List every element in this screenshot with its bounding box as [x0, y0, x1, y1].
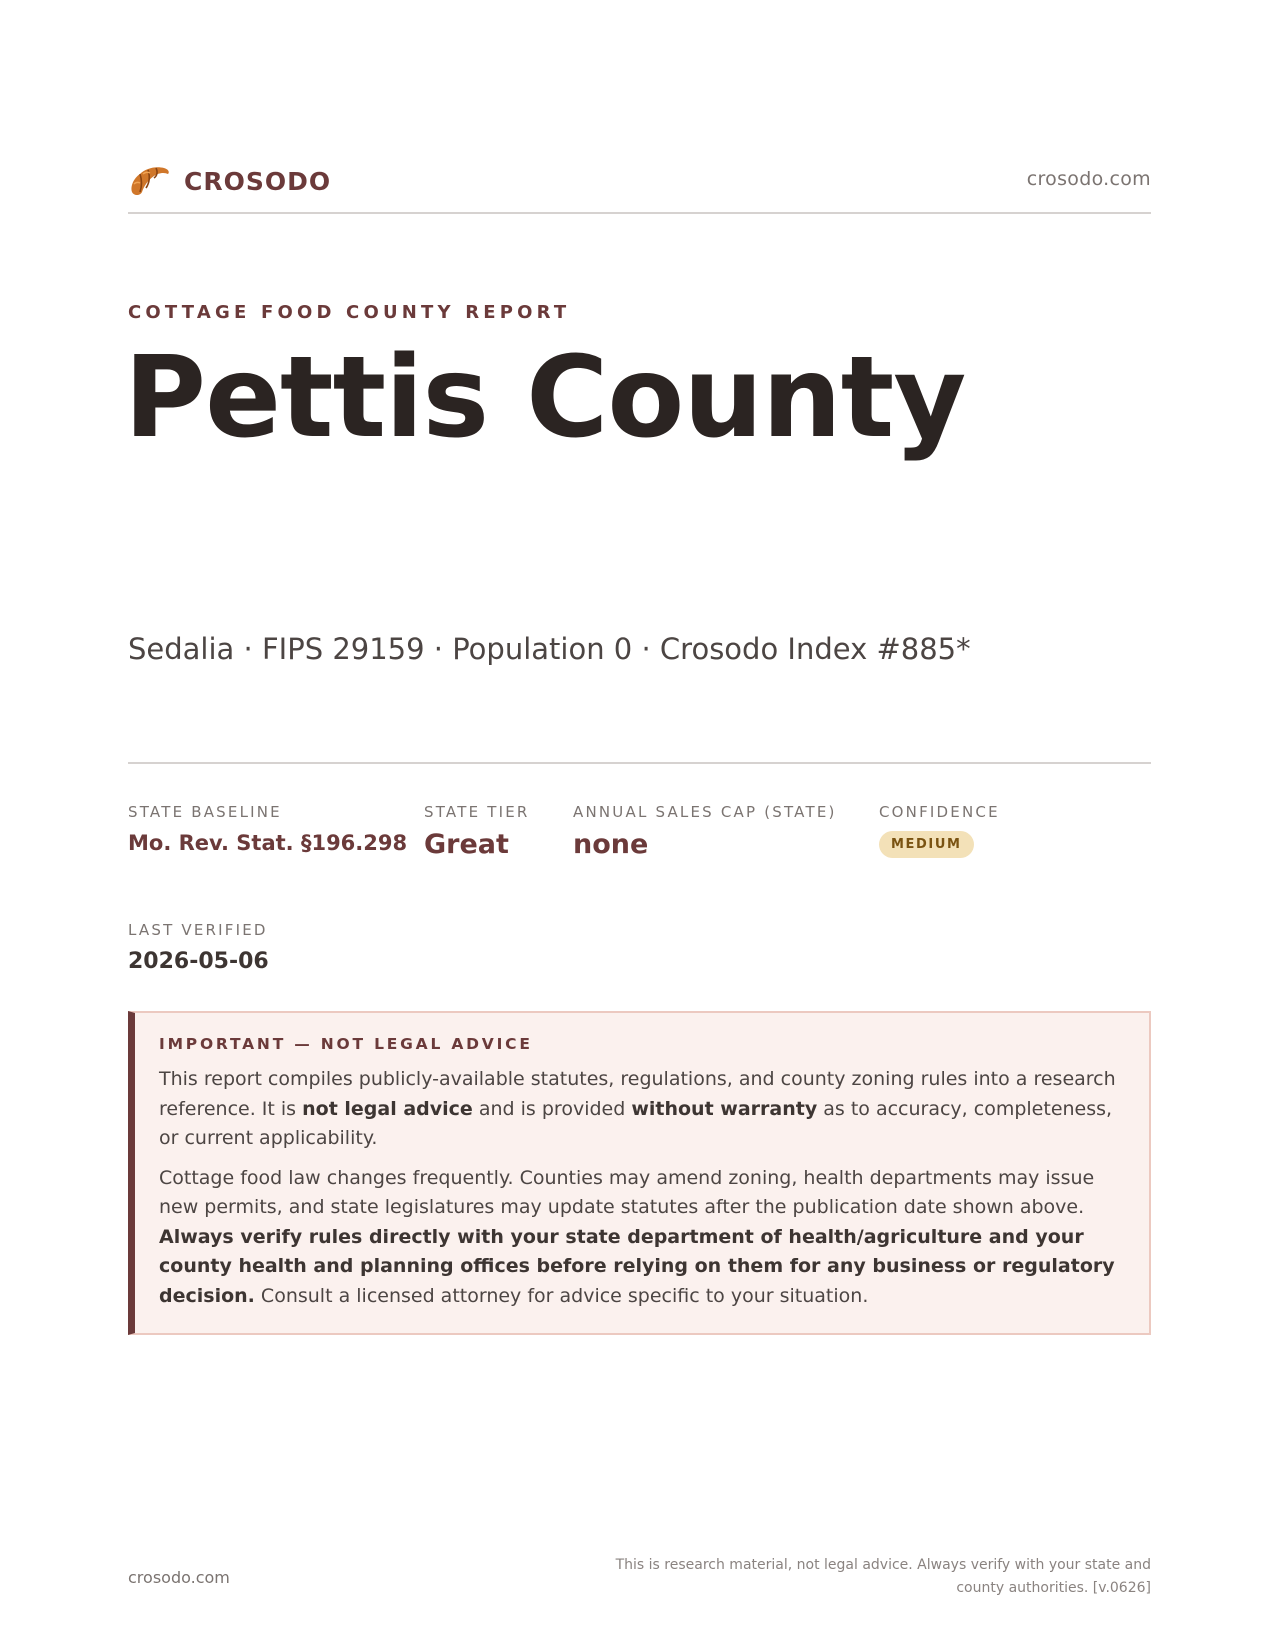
fact-confidence: [879, 803, 1000, 858]
fact-value: Mo. Rev. Stat. §196.298: [128, 831, 408, 855]
fact-state-tier: [424, 803, 530, 860]
site-link[interactable]: crosodo.com: [1026, 168, 1151, 190]
fact-value: Great: [424, 829, 509, 860]
fact-label: CONFIDENCE: [879, 803, 1000, 821]
notice-emphasis: without warranty: [631, 1097, 818, 1120]
notice-emphasis: not legal advice: [302, 1097, 473, 1120]
report-page: [124, 0, 1151, 1650]
brand[interactable]: [128, 162, 331, 200]
fact-value: none: [573, 829, 649, 860]
notice-text: This report compiles publicly-available statutes, regulations, and county zoning rules into a research reference. It is: [159, 1068, 1116, 1120]
notice-text: Cottage food law changes frequently. Counties may amend zoning, health departments may issue new permits, and state legislatures may update statutes after the publication date shown above.: [159, 1166, 1095, 1218]
fact-last-verified: [128, 921, 269, 974]
fact-label: LAST VERIFIED: [128, 921, 268, 939]
notice-text: Consult a licensed attorney for advice specific to your situation.: [254, 1284, 869, 1307]
fact-state-baseline: [128, 803, 407, 855]
croissant-icon: [128, 162, 172, 200]
fact-label: ANNUAL SALES CAP (STATE): [573, 803, 837, 821]
fact-value: 2026-05-06: [128, 949, 269, 974]
section-divider: [128, 762, 1151, 764]
notice-paragraph: [159, 1065, 1123, 1154]
page-header: [128, 158, 1151, 214]
notice-emphasis: Always verify rules directly with your state department of health/agriculture and your county health and planning offices before relying on them for any business or regulatory decision.: [159, 1225, 1115, 1307]
notice-text: as to accuracy, completeness, or current applicability.: [159, 1097, 1113, 1149]
page-title: Pettis County: [124, 333, 966, 463]
notice-title: IMPORTANT — NOT LEGAL ADVICE: [159, 1035, 533, 1053]
county-summary: Sedalia · FIPS 29159 · Population 0 · Crosodo Index #885*: [128, 632, 971, 666]
fact-label: STATE BASELINE: [128, 803, 282, 821]
notice-paragraph: [159, 1164, 1123, 1312]
footer-site[interactable]: crosodo.com: [128, 1568, 230, 1587]
notice-text: and is provided: [472, 1097, 632, 1120]
report-kicker: COTTAGE FOOD COUNTY REPORT: [128, 302, 571, 323]
brand-name: CROSODO: [184, 166, 332, 196]
footer-disclaimer: This is research material, not legal advice. Always verify with your state and county authorities. [v.0626]: [615, 1557, 1151, 1596]
confidence-badge: MEDIUM: [879, 831, 974, 858]
legal-notice: [128, 1011, 1151, 1335]
fact-label: STATE TIER: [424, 803, 530, 821]
fact-sales-cap: [573, 803, 837, 860]
